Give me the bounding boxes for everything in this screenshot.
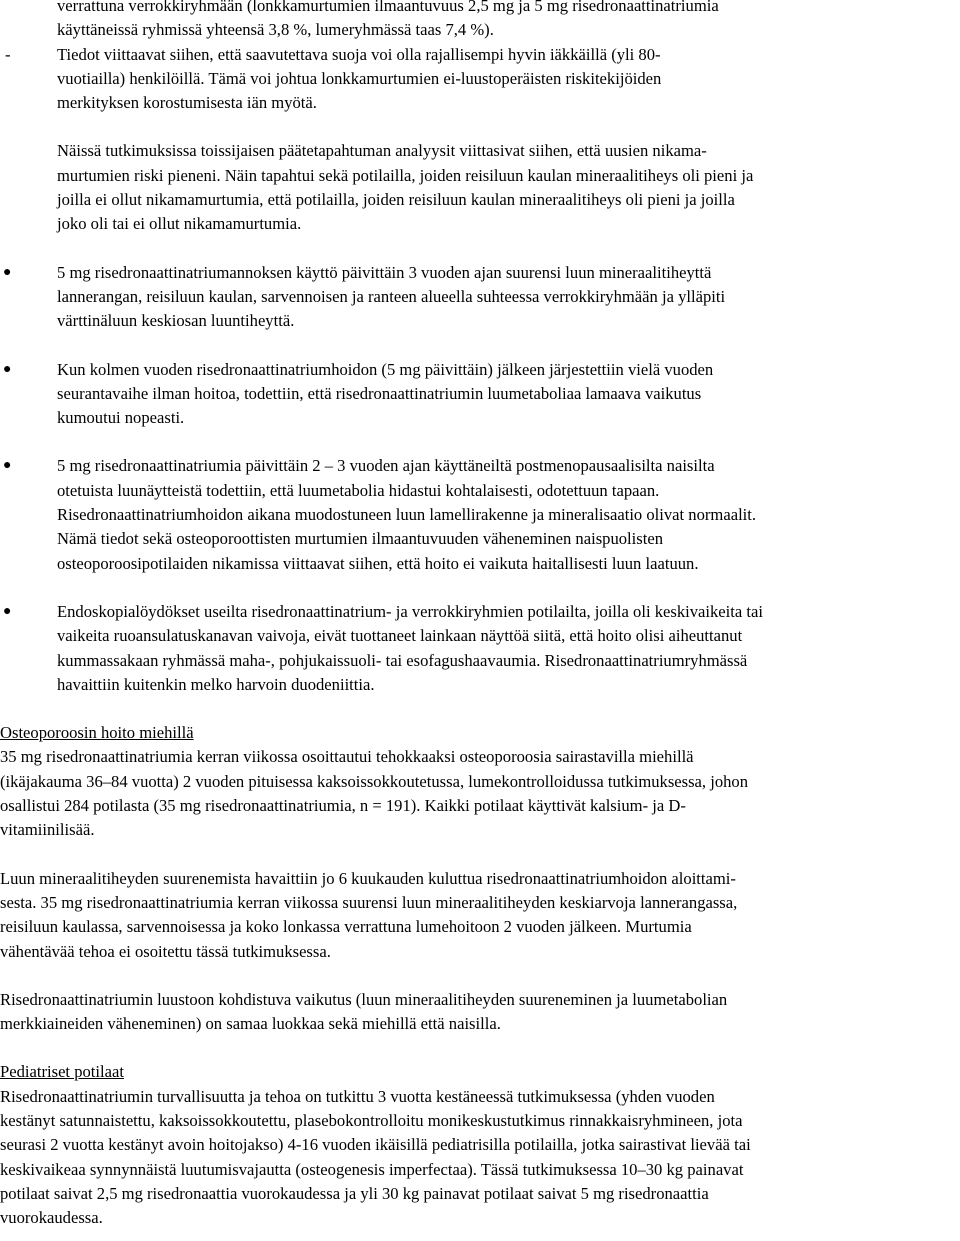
- section-heading-men: Osteoporoosin hoito miehillä: [0, 723, 194, 743]
- text-line: verrattuna verrokkiryhmään (lonkkamurtumien ilmaantuvuus 2,5 mg ja 5 mg risedronaattinatriumia: [57, 0, 719, 15]
- text-line: keskivaikeaa synnynnäistä luutumisvajautta (osteogenesis imperfectaa). Tässä tutkimuksessa 10–30 kg painavat: [0, 1159, 744, 1179]
- section-heading-pediatric: Pediatriset potilaat: [0, 1062, 124, 1082]
- bullet-dot-icon: ●: [3, 603, 12, 619]
- bullet-list-item: [0, 454, 960, 575]
- text-line: lannerangan, reisiluun kaulan, sarvennoisen ja ranteen alueella suhteessa verrokkiryhmään ja ylläpiti: [57, 286, 726, 306]
- text-line: sesta. 35 mg risedronaattinatriumia kerran viikossa suurensi luun mineraalitiheyden keskiarvoja lannerangassa,: [0, 892, 738, 912]
- text-line: potilaat saivat 2,5 mg risedronaattia vuorokaudessa ja yli 30 kg painavat potilaat saivat 5 mg risedronaattia: [0, 1183, 709, 1203]
- text-line: käyttäneissä ryhmissä yhteensä 3,8 %, lumeryhmässä taas 7,4 %).: [57, 20, 494, 40]
- text-line: havaittiin kuitenkin melko harvoin duodeniittia.: [57, 674, 375, 694]
- text-line: merkkiaineiden väheneminen) on samaa luokkaa sekä miehillä että naisilla.: [0, 1014, 501, 1034]
- text-line: Risedronaattinatriumhoidon aikana muodostuneen luun lamellirakenne ja mineralisaatio olivat normaalit.: [57, 505, 757, 525]
- dash-list-item: [0, 43, 960, 116]
- text-line: kestänyt satunnaistettu, kaksoissokkoutettu, plasebokontrolloitu monikeskustutkimus rinnakkaisryhmineen, jota: [0, 1110, 743, 1130]
- text-line: 5 mg risedronaattinatriumannoksen käyttö päivittäin 3 vuoden ajan suurensi luun mineraalitiheyttä: [57, 262, 712, 282]
- text-line: otetuista luunäytteistä todettiin, että luumetabolia hidastui kohtalaisesti, odotettuun tapaan.: [57, 480, 660, 500]
- text-line: Luun mineraalitiheyden suurenemista havaittiin jo 6 kuukauden kuluttua risedronaattinatriumhoidon aloittami-: [0, 868, 736, 888]
- text-line: 35 mg risedronaattinatriumia kerran viikossa osoittautui tehokkaaksi osteoporoosia sairastavilla miehillä: [0, 747, 694, 767]
- continued-paragraph: [0, 0, 960, 43]
- text-line: osteoporoosipotilaiden nikamissa viittaavat siihen, että hoito ei vaikuta haitallisesti luun laatuun.: [57, 553, 699, 573]
- text-line: Risedronaattinatriumin luustoon kohdistuva vaikutus (luun mineraalitiheyden suureneminen ja luumetabolian: [0, 989, 728, 1009]
- text-line: joilla ei ollut nikamamurtumia, että potilailla, joiden reisiluun kaulan mineraalitiheys oli pieni ja joilla: [57, 190, 735, 210]
- paragraph-analyses: [0, 139, 960, 236]
- text-line: Risedronaattinatriumin turvallisuutta ja tehoa on tutkittu 3 vuotta kestäneessä tutkimuksessa (yhden vuoden: [0, 1086, 715, 1106]
- bullet-dot-icon: ●: [3, 264, 12, 280]
- text-line: reisiluun kaulassa, sarvennoisessa ja koko lonkassa verrattuna lumehoitoon 2 vuoden jälkeen. Murtumia: [0, 917, 692, 937]
- text-line: vitamiinilisää.: [0, 820, 95, 840]
- bullet-dot-icon: ●: [3, 361, 12, 377]
- bullet-list-item: [0, 358, 960, 431]
- section-pediatric: [0, 1060, 960, 1230]
- text-line: Nämä tiedot sekä osteoporoottisten murtumien ilmaantuvuuden väheneminen naispuolisten: [57, 529, 663, 549]
- section-men: [0, 721, 960, 1036]
- text-line: vähentävää tehoa ei osoitettu tässä tutkimuksessa.: [0, 941, 331, 961]
- text-line: joko oli tai ei ollut nikamamurtumia.: [57, 214, 302, 234]
- text-line: (ikäjakauma 36–84 vuotta) 2 vuoden pituisessa kaksoissokkoutetussa, lumekontrolloidussa tutkimuksessa, johon: [0, 771, 749, 791]
- text-line: värttinäluun keskiosan luuntiheyttä.: [57, 311, 295, 331]
- text-line: Näissä tutkimuksissa toissijaisen päätetapahtuman analyysit viittasivat siihen, että uusien nikama-: [57, 141, 707, 161]
- text-line: kummassakaan ryhmässä maha-, pohjukaissuoli- tai esofagushaavaumia. Risedronaattinatriumryhmässä: [57, 650, 748, 670]
- bullet-list-item: [0, 261, 960, 334]
- text-line: 5 mg risedronaattinatriumia päivittäin 2 – 3 vuoden ajan käyttäneiltä postmenopausaalisilta naisilta: [57, 456, 715, 476]
- text-line: vuotiailla) henkilöillä. Tämä voi johtua lonkkamurtumien ei-luustoperäisten riskitekijöiden: [57, 68, 662, 88]
- text-line: Endoskopialöydökset useilta risedronaattinatrium- ja verrokkiryhmien potilailta, joilla oli keskivaikeita tai: [57, 601, 763, 621]
- text-line: seurasi 2 vuotta kestänyt avoin hoitojakso) 4-16 vuoden ikäisillä pediatrisilla potilailla, jotka sairastivat lievää tai: [0, 1135, 751, 1155]
- bullet-list-item: [0, 600, 960, 697]
- text-line: vaikeita ruoansulatuskanavan vaivoja, eivät tuottaneet lainkaan näyttöä siitä, että hoito olisi aiheuttanut: [57, 626, 743, 646]
- text-line: murtumien riski pieneni. Näin tapahtui sekä potilailla, joiden reisiluun kaulan mineraalitiheys oli pieni ja: [57, 165, 754, 185]
- text-line: merkityksen korostumisesta iän myötä.: [57, 93, 317, 113]
- text-line: kumoutui nopeasti.: [57, 408, 185, 428]
- text-line: osallistui 284 potilasta (35 mg risedronaattinatriumia, n = 191). Kaikki potilaat käyttivät kalsium- ja D-: [0, 796, 686, 816]
- text-line: Tiedot viittaavat siihen, että saavutettava suoja voi olla rajallisempi hyvin iäkkäillä (yli 80-: [57, 44, 661, 64]
- text-line: vuorokaudessa.: [0, 1208, 103, 1228]
- text-line: Kun kolmen vuoden risedronaattinatriumhoidon (5 mg päivittäin) jälkeen järjestettiin vielä vuoden: [57, 359, 714, 379]
- bullet-dot-icon: ●: [3, 458, 12, 474]
- text-line: seurantavaihe ilman hoitoa, todettiin, että risedronaattinatriumin luumetaboliaa lamaava vaikutus: [57, 383, 702, 403]
- dash-marker: -: [5, 44, 11, 64]
